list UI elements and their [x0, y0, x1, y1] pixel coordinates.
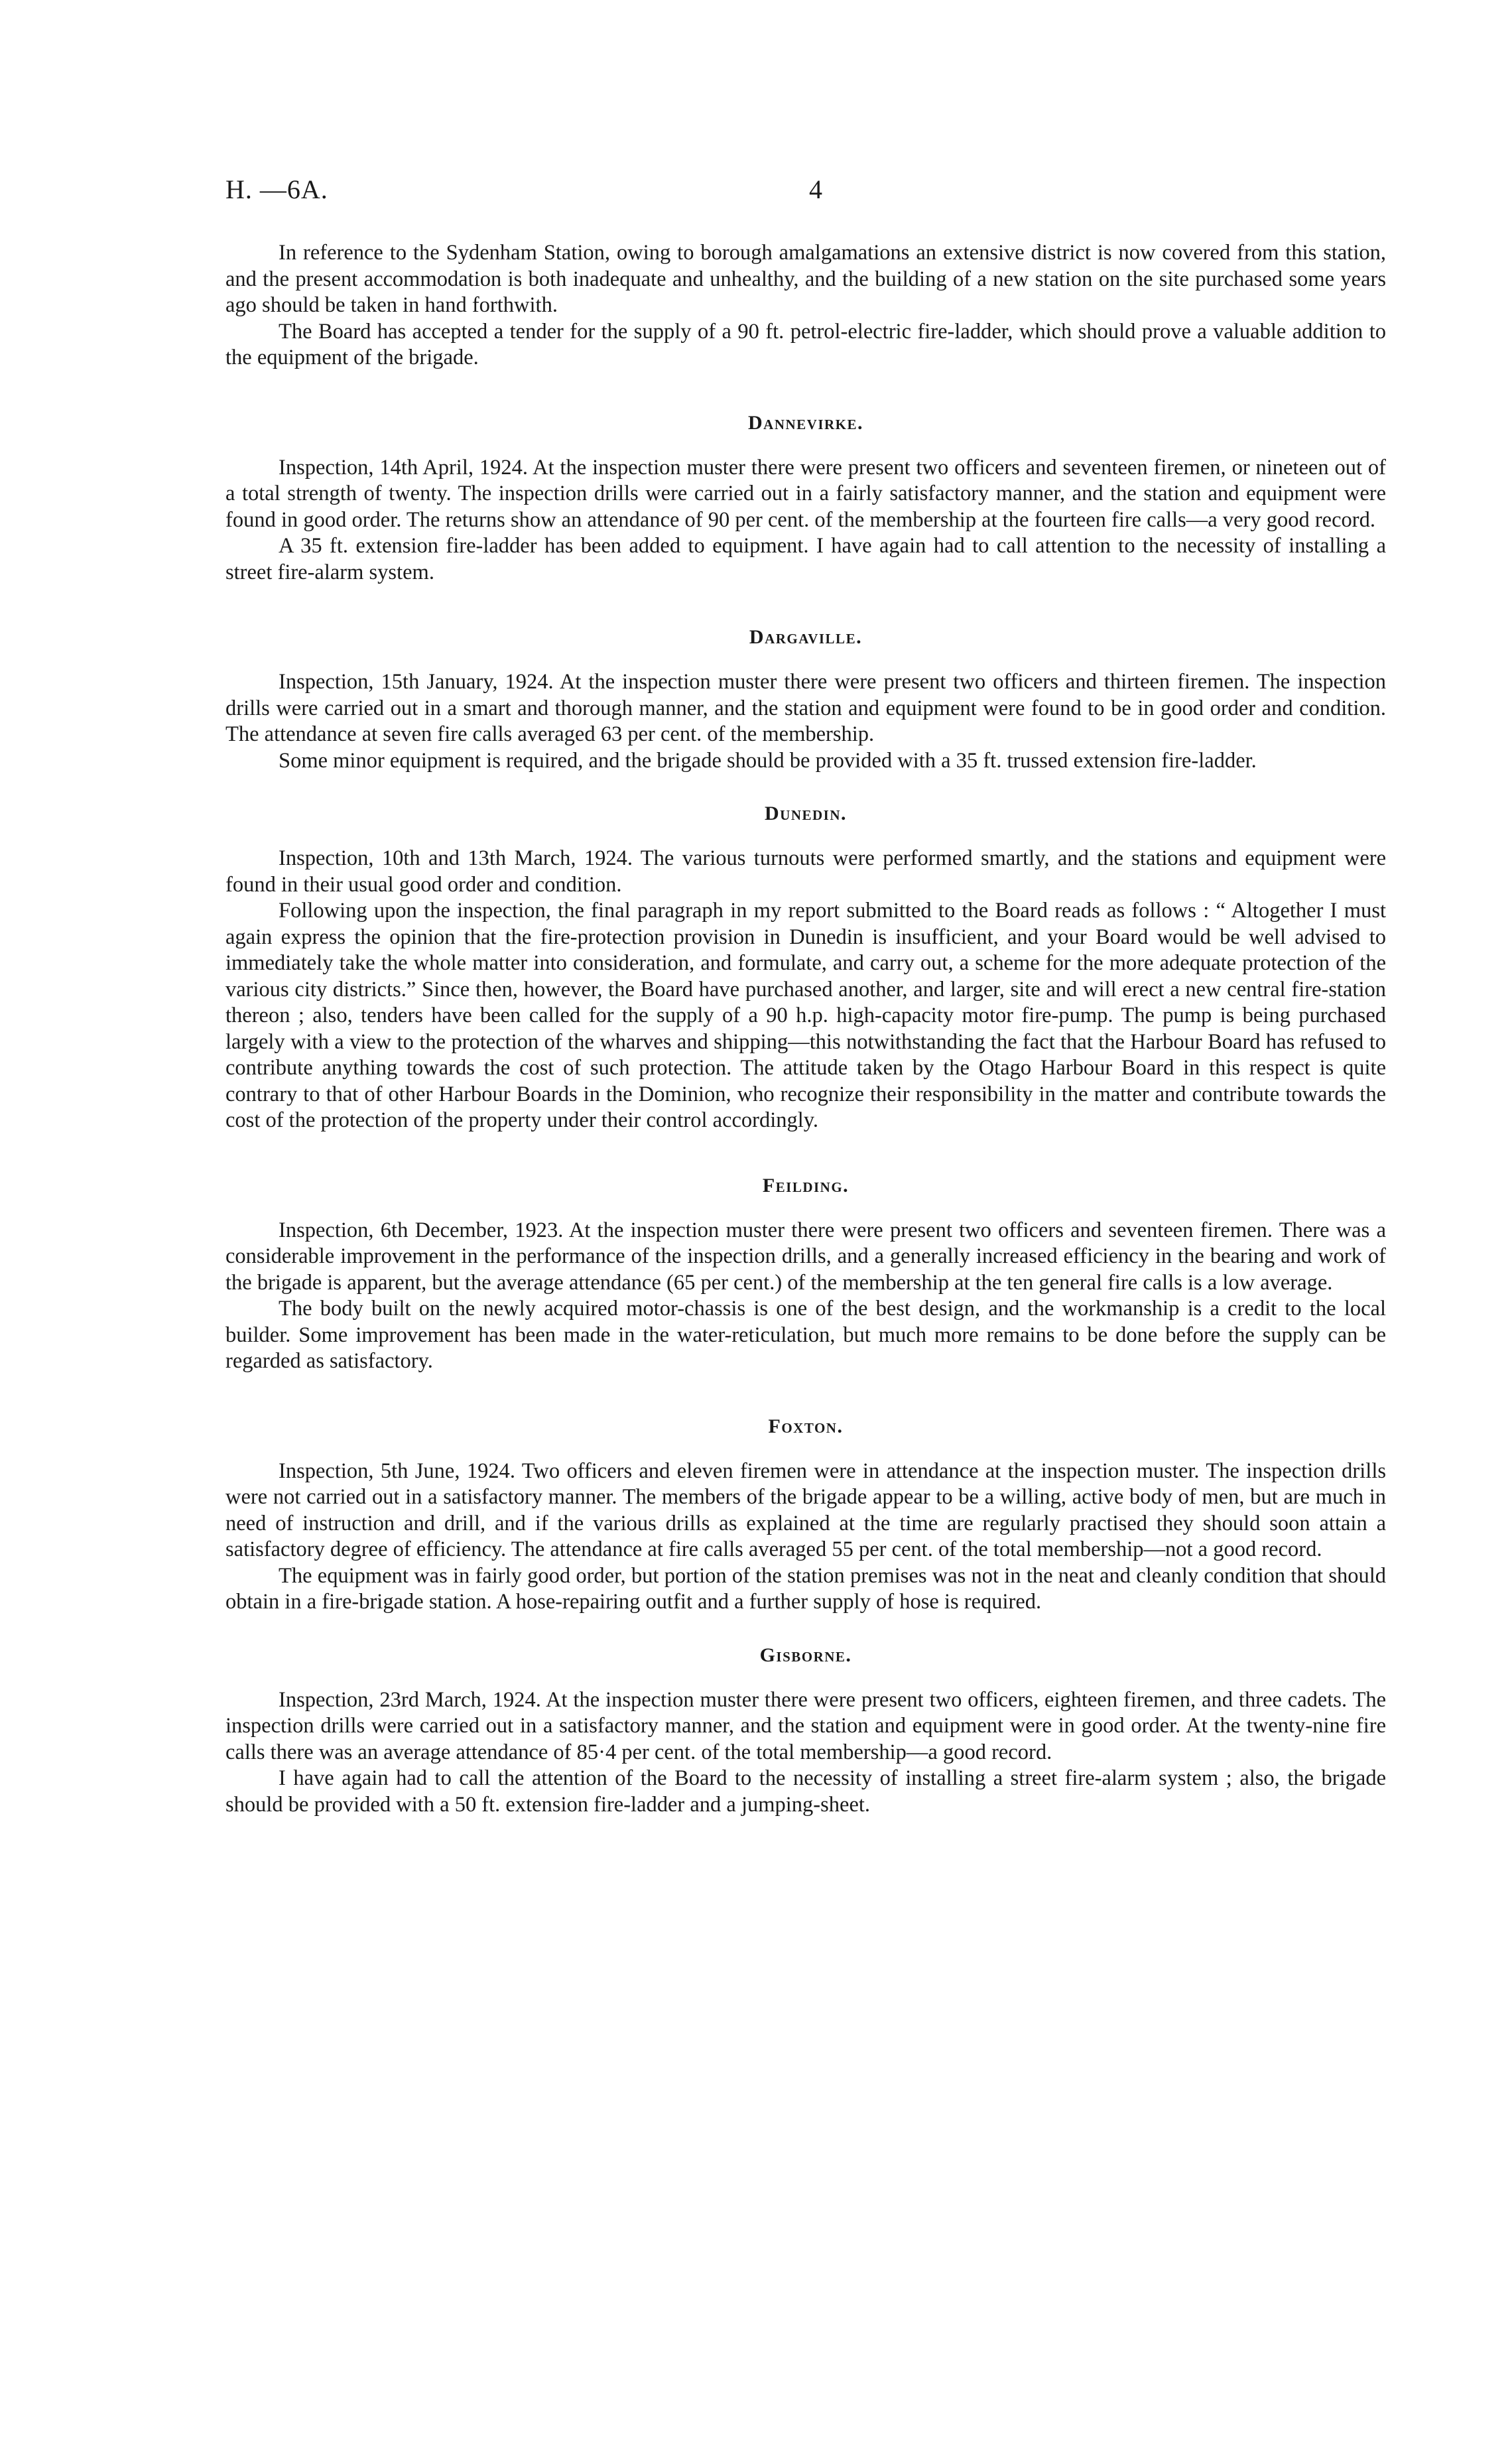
- intro-paragraph: In reference to the Sydenham Station, owing to borough amalgamations an extensive district is now covered from this station, and the present accommodation is both inadequate and unhealthy, and the building of a new station on the site purchased some years ago should be taken in hand forthwith.: [225, 241, 1386, 317]
- section-dunedin: [225, 801, 1386, 1134]
- section-heading: Gisborne.: [759, 1644, 852, 1666]
- section-foxton: [225, 1413, 1386, 1616]
- section-paragraph: Following upon the inspection, the final paragraph in my report submitted to the Board reads as follows : “ Altogether I must again express the opinion that the fire-protection provision in Dunedin is insufficient, and your Board would be well advised to immediately take the whole matter into consideration, and formulate, and carry out, a scheme for the more adequate protection of the various city districts.” Since then, however, the Board have purchased another, and larger, site and will erect a new central fire-station thereon ; also, tenders have been called for the supply of a 90 h.p. high-capacity motor fire-pump. The pump is being purchased largely with a view to the protection of the wharves and shipping—this notwithstanding the fact that the Harbour Board has refused to contribute anything towards the cost of such protection. The attitude taken by the Otago Harbour Board in this respect is quite contrary to that of other Harbour Boards in the Dominion, who recognize their responsibility in the matter and contribute towards the cost of the protection of the property under their control accordingly.: [225, 899, 1386, 1132]
- section-dargaville: [225, 624, 1386, 774]
- page-header: [225, 174, 1406, 214]
- page-number: 4: [809, 174, 822, 204]
- section-heading: Feilding.: [762, 1174, 850, 1197]
- section-heading: Dargaville.: [749, 626, 863, 648]
- section-feilding: [225, 1173, 1386, 1375]
- section-heading: Dunedin.: [764, 803, 847, 824]
- document-reference: H. —6A.: [225, 174, 328, 204]
- section-heading: Foxton.: [768, 1415, 844, 1437]
- section-paragraph: Inspection, 23rd March, 1924. At the inspection muster there were present two officers, eighteen firemen, and three cadets. The inspection drills were carried out in a satisfactory manner, and the station and equipment were in good order. At the twenty-nine fire calls there was an average attendance of 85·4 per cent. of the total membership—a good record.: [225, 1687, 1386, 1764]
- page-body: [225, 240, 1386, 1818]
- intro-paragraph: The Board has accepted a tender for the supply of a 90 ft. petrol-electric fire-ladder, which should prove a valuable addition to the equipment of the brigade.: [225, 319, 1386, 369]
- section-paragraph: Inspection, 6th December, 1923. At the inspection muster there were present two officers and seventeen firemen. There was a considerable improvement in the performance of the inspection drills, and a generally increased efficiency in the bearing and work of the brigade is apparent, but the average attendance (65 per cent.) of the membership at the ten general fire calls is a low average.: [225, 1218, 1386, 1295]
- section-paragraph: Inspection, 14th April, 1924. At the inspection muster there were present two officers and seventeen firemen, or nineteen out of a total strength of twenty. The inspection drills were carried out in a fairly satisfactory manner, and the station and equipment were found in good order. The returns show an attendance of 90 per cent. of the membership at the fourteen fire calls—a very good record.: [225, 455, 1386, 532]
- section-paragraph: The body built on the newly acquired motor-chassis is one of the best design, and the workmanship is a credit to the local builder. Some improvement has been made in the water-reticulation, but much more remains to be done before the supply can be regarded as satisfactory.: [225, 1297, 1386, 1373]
- section-paragraph: Inspection, 15th January, 1924. At the inspection muster there were present two officers and thirteen firemen. The inspection drills were carried out in a smart and thorough manner, and the station and equipment were found to be in good order and condition. The attendance at seven fire calls averaged 63 per cent. of the membership.: [225, 670, 1386, 746]
- section-paragraph: Some minor equipment is required, and the brigade should be provided with a 35 ft. trussed extension fire-ladder.: [279, 748, 1257, 773]
- section-heading: Dannevirke.: [747, 411, 863, 434]
- section-paragraph: A 35 ft. extension fire-ladder has been added to equipment. I have again had to call attention to the necessity of installing a street fire-alarm system.: [225, 534, 1386, 584]
- section-dannevirke: [225, 410, 1386, 586]
- section-paragraph: Inspection, 5th June, 1924. Two officers and eleven firemen were in attendance at the inspection muster. The inspection drills were not carried out in a satisfactory manner. The members of the brigade appear to be a willing, active body of men, but are much in need of instruction and drill, and if the various drills as explained at the time are regularly practised they should soon attain a satisfactory degree of efficiency. The attendance at fire calls averaged 55 per cent. of the total membership—not a good record.: [225, 1458, 1386, 1561]
- section-paragraph: Inspection, 10th and 13th March, 1924. The various turnouts were performed smartly, and the stations and equipment were found in their usual good order and condition.: [225, 846, 1386, 897]
- section-paragraph: I have again had to call the attention of the Board to the necessity of installing a street fire-alarm system ; also, the brigade should be provided with a 50 ft. extension fire-ladder and a jumping-sheet.: [225, 1766, 1386, 1817]
- section-gisborne: [225, 1642, 1386, 1819]
- section-paragraph: The equipment was in fairly good order, but portion of the station premises was not in the neat and cleanly condition that should obtain in a fire-brigade station. A hose-repairing outfit and a further supply of hose is required.: [225, 1563, 1386, 1614]
